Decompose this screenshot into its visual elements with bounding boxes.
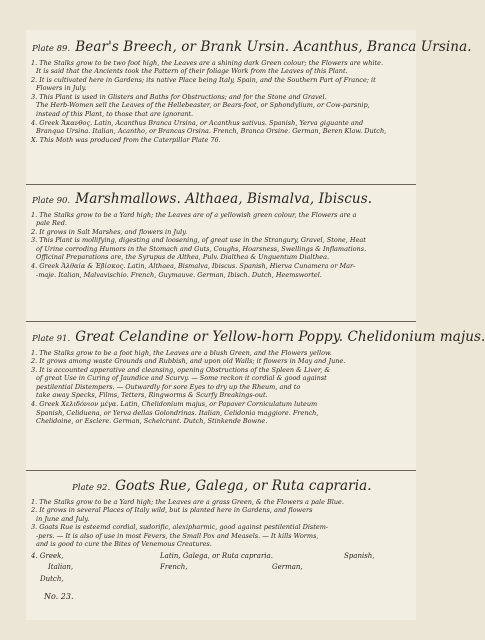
plate-90-title xyxy=(32,190,416,207)
plate-89-line: 1. The Stalks grow to be two foot high, the Leaves are a shining dark Green colour; the Flowers are white. xyxy=(31,58,384,67)
plate-89-section xyxy=(26,38,472,144)
plate-92-names-table xyxy=(26,549,416,593)
plate-92-line: 3. Goats Rue is esteemd cordial, sudorific, alexipharmic, good against pestilential Distem- xyxy=(31,523,329,532)
plate-92-name: Goats Rue, Galega, or Ruta capraria. xyxy=(115,478,372,494)
plate-91-section xyxy=(26,328,485,426)
plate-91-line: take away Specks, Films, Tetters, Ringworms & Scurfy Breakings-out. xyxy=(36,391,268,400)
section-divider xyxy=(26,470,416,471)
plate-90-section xyxy=(26,190,416,279)
plate-90-line: 4. Greek Ἀλθαία & Ἐβίσκος. Latin, Althaea, Bismalva, Ibiscus. Spanish, Hierva Cunamera or Mar- xyxy=(31,262,356,271)
plate-89-line: Flowers in July. xyxy=(36,84,87,93)
plate-92-line: 2. It grows in several Places of Italy wild, but is planted here in Gardens, and flowers xyxy=(31,506,313,515)
section-divider xyxy=(26,184,416,185)
plate-91-name: Great Celandine or Yellow-horn Poppy. Chelidonium majus. xyxy=(75,329,485,345)
plate-89-line: Branqua Ursina. Italian, Acantho, or Brancas Orsina. French, Branca Orsine. German, Beren Klaw. Dutch, xyxy=(36,127,387,136)
name-german: German, xyxy=(272,563,303,572)
plate-89-line: instead of this Plant, to those that are ignorant. xyxy=(36,110,194,119)
name-dutch: Dutch, xyxy=(40,575,64,584)
plate-91-line: 1. The Stalks grow to be a foot high, the Leaves are a blush Green, and the Flowers yellow. xyxy=(31,348,332,357)
plate-91-line: 3. It is accounted apperative and cleansing, opening Obstructions of the Spleen & Liver, & xyxy=(31,365,331,374)
plate-91-title xyxy=(32,328,485,345)
plate-92-line: and is good to cure the Bites of Venemous Creatures. xyxy=(36,540,212,549)
plate-89-line: 2. It is cultivated here in Gardens; its native Place being Italy, Spain, and the Southern Part of France; it xyxy=(31,75,376,84)
plate-89-line: 3. This Plant is used in Glisters and Baths for Obstructions; and for the Stone and Gravel. xyxy=(31,92,327,101)
plate-91-line: Chelidoine, or Esclere. German, Schelcrant. Dutch, Stinkende Bowne. xyxy=(36,417,268,426)
page-number: No. 23. xyxy=(44,592,74,602)
name-greek: 4. Greek, xyxy=(31,552,64,561)
plate-90-line: 3. This Plant is mollifying, digesting and loosening, of great use in the Strangury, Gravel, Stone, Heat xyxy=(31,236,366,245)
plate-92-line: 1. The Stalks grow to be a Yard high; the Leaves are a grass Green, & the Flowers a pale Blue. xyxy=(31,497,344,506)
plate-90-line: pale Red. xyxy=(36,219,67,228)
plate-91-line: Spanish, Celiduena, or Yerva dellas Golondrinas. Italian, Celidonia maggiore. French, xyxy=(36,408,319,417)
plate-90-number: Plate 90. xyxy=(32,196,71,206)
plate-90-name: Marshmallows. Althaea, Bismalva, Ibiscus. xyxy=(75,191,373,207)
plate-89-name: Bear's Breech, or Brank Ursin. Acanthus, Branca Ursina. xyxy=(75,39,472,55)
plate-92-number: Plate 92. xyxy=(72,483,111,493)
name-italian: Italian, xyxy=(48,563,74,572)
plate-90-line: 2. It grows in Salt Marshes, and flowers in July. xyxy=(31,227,188,236)
plate-89-line: It is said that the Ancients took the Pattern of their foliage Work from the Leaves of this Plant. xyxy=(36,67,348,76)
plate-91-line: of great Use in Curing of Jaundice and Scurvy. — Some reckon it cordial & good against xyxy=(36,374,327,383)
name-latin: Latin, Galega, or Ruta capraria. xyxy=(160,552,273,561)
plate-89-line: 4. Greek Ἄκανθος. Latin, Acanthus Branca Ursina, or Acanthus sativus. Spanish, Yerva giguante and xyxy=(31,118,364,127)
plate-89-title xyxy=(32,38,472,55)
plate-92-line: in June and July. xyxy=(36,514,90,523)
plate-92-line: -pers. — It is also of use in most Fevers, the Small Pox and Measels. — It kills Worms, xyxy=(36,531,319,540)
plate-90-line: of Urine corroding Humors in the Stomach and Guts, Coughs, Hoarsness, Swellings & Inflamations. xyxy=(36,244,367,253)
plate-90-line: 1. The Stalks grow to be a Yard high; the Leaves are of a yellowish green colour, the Flowers are a xyxy=(31,210,357,219)
plate-91-line: 4. Greek Χελιδόνιον μέγα. Latin, Chelidonium majus, or Papaver Corniculatum luteum xyxy=(31,400,318,409)
plate-89-line: X. This Moth was produced from the Caterpillar Plate 76. xyxy=(31,135,221,144)
name-spanish: Spanish, xyxy=(344,552,375,561)
plate-92-section xyxy=(26,477,416,602)
plate-91-line: 2. It grows among waste Grounds and Rubbish, and upon old Walls; it flowers in May and June. xyxy=(31,357,346,366)
plate-92-title xyxy=(72,477,416,494)
plate-89-line: The Herb-Women sell the Leaves of the Hellebeaster, or Bears-foot, or Sphondylium, or Cow-parsnip, xyxy=(36,101,370,110)
plate-sheet xyxy=(26,30,485,620)
plate-91-line: pestilential Distempers. — Outwardly for sore Eyes to dry up the Rheum, and to xyxy=(36,382,301,391)
plate-90-line: Officinal Preparations are, the Syrupus de Althea, Pulv. Dialthea & Unguentum Dialthea. xyxy=(36,253,330,262)
section-divider xyxy=(26,321,416,322)
plate-90-line: -maje. Italian, Malvavischio. French, Guymauve. German, Ibisch. Dutch, Heemswortel. xyxy=(36,270,322,279)
name-french: French, xyxy=(160,563,188,572)
plate-89-number: Plate 89. xyxy=(32,44,71,54)
plate-91-number: Plate 91. xyxy=(32,334,71,344)
